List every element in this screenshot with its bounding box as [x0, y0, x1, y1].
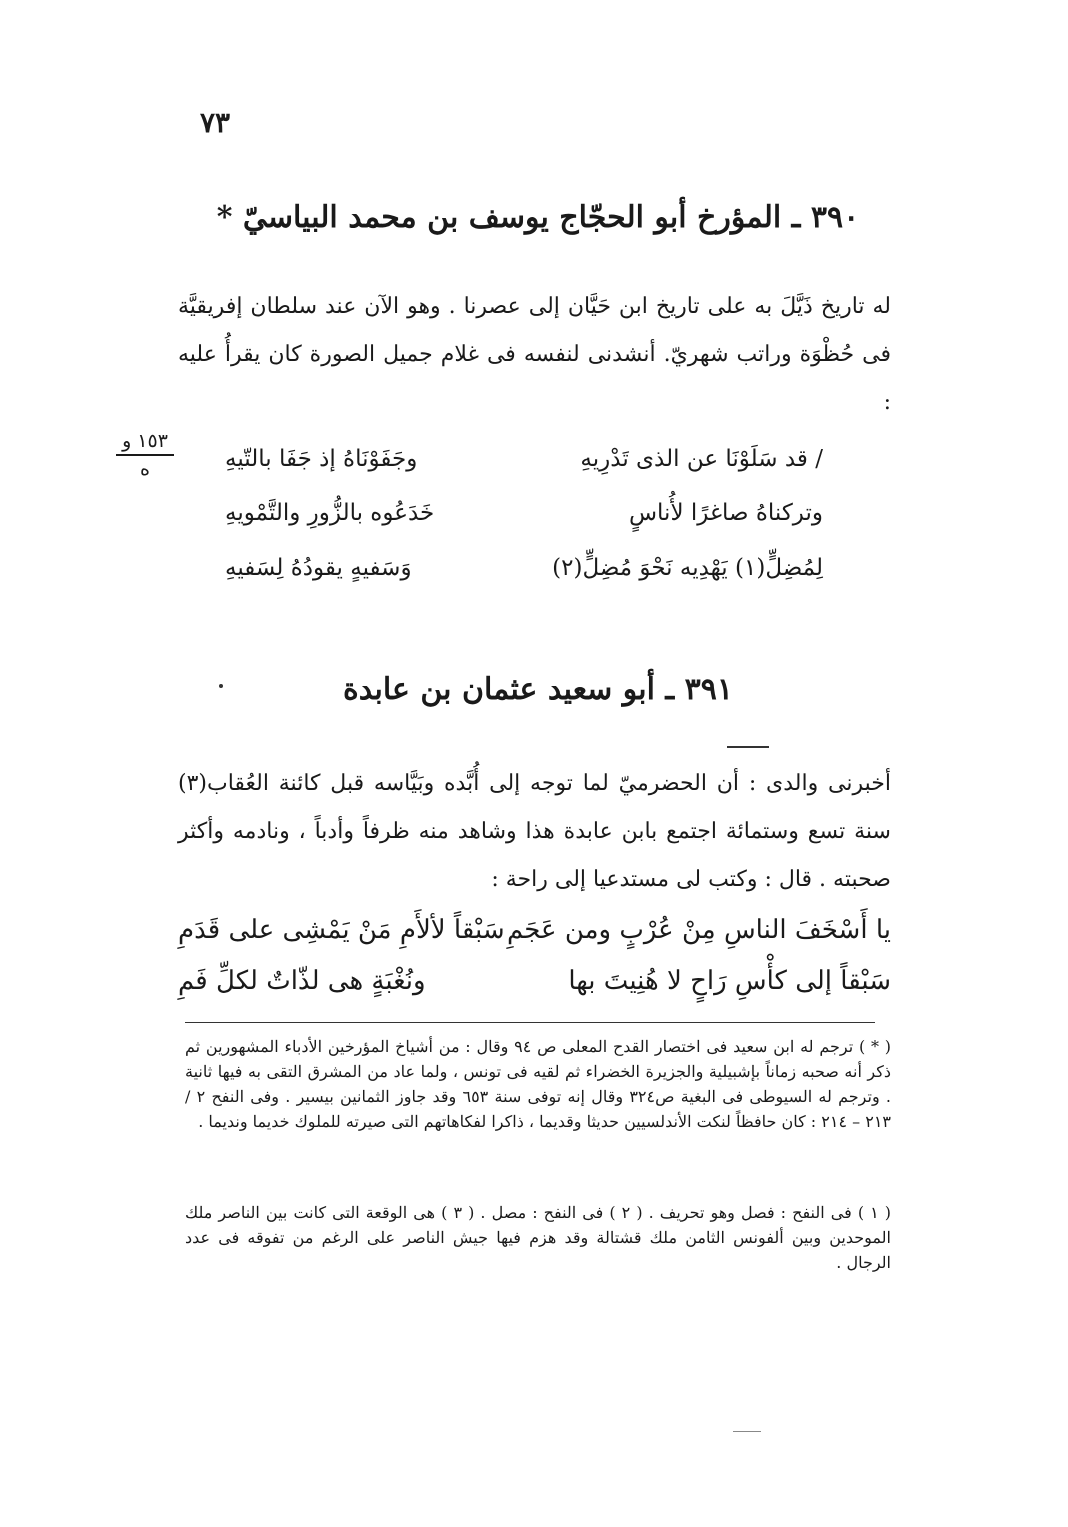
verse-line [178, 966, 891, 1016]
footnote-separator [185, 1022, 875, 1023]
section-rule [727, 746, 769, 748]
verse-hemistich: وَسَفيهٍ يقودُهُ لِسَفيهِ [225, 555, 412, 581]
entry-390-heading: ٣٩٠ ـ المؤرخ أبو الحجّاج يوسف بن محمد البياسيّ * [216, 200, 860, 235]
verse-line [225, 500, 823, 550]
verse-line [178, 915, 891, 965]
verse-hemistich: سَبْقاً لألأَمِ مَنْ يَمْشِى على قَدَمِ [178, 915, 505, 945]
verse-hemistich: لِمُضِلٍّ(١) يَهْدِيه نَحْوَ مُضِلٍّ(٢) [552, 555, 823, 581]
verse-line [225, 555, 823, 605]
verse-hemistich: وجَفَوْنَاهُ إذ جَفَا بالتّيهِ [225, 446, 418, 472]
entry-390-paragraph: له تاريخ ذَيَّلَ به على تاريخ ابن حَيَّان إلى عصرنا . وهو الآن عند سلطان إفريقيَّة فى حُظْوَة وراتب شهريّ. أنشدنى لنفسه فى غلام جميل الصورة كان يقرأُ عليه : [178, 294, 891, 415]
page-number: ٧٣ [200, 106, 231, 139]
manuscript-folio-note [112, 430, 178, 480]
folio-number: ١٥٣ و [122, 430, 168, 452]
verse-hemistich: / قد سَلَوْنَا عن الذى تَدْرِيهِ [580, 446, 823, 472]
entry-391-heading: ٣٩١ ـ أبو سعيد عثمان بن عابدة [343, 672, 733, 707]
verse-hemistich: سَبْقاً إلى كأْسِ رَاحٍ لا هُنِيتَ بها [568, 966, 891, 996]
verse-hemistich: وتركناهُ صاغرًا لأُناسٍ [628, 500, 823, 526]
folio-mark: ه [140, 458, 150, 480]
folio-divider [116, 454, 174, 456]
verse-line [225, 446, 823, 496]
page-bottom-mark [733, 1431, 761, 1432]
verse-hemistich: يا أَسْخَفَ الناسِ مِنْ عُرْبٍ ومن عَجَمِ [506, 915, 891, 945]
entry-391-paragraph: أخبرنى والدى : أن الحضرميّ لما توجه إلى أُبَّده وبَيَّاسه قبل كائنة العُقاب(٣) سنة تسع وستمائة اجتمع بابن عابدة هذا وشاهد منه ظرفاً وأدباً ، ونادمه وأكثر صحبته . قال : وكتب لى مستدعيا إلى راحة : [178, 771, 891, 892]
verse-hemistich: خَدَعُوه بالزُّورِ والتَّمْويهِ [225, 500, 435, 526]
footnote-numbered: ( ١ ) فى النفح : فصل وهو تحريف . ( ٢ ) فى النفح : مصل . ( ٣ ) هى الوقعة التى كانت بين الناصر ملك الموحدين وبين ألفونس الثامن ملك قشتالة وقد هزم فيها جيش الناصر على الرغم من تفوقه فى عدد الرجال . [185, 1203, 892, 1272]
verse-hemistich: ونُغْبَةٍ هى لذّاتٌ لكلِّ فَمِ [178, 966, 426, 996]
footnote-star: ( * ) ترجم له ابن سعيد فى اختصار القدح المعلى ص ٩٤ وقال : من أشياخ المؤرخين الأدباء المشهورين ثم ذكر أنه صحبه زماناً بإشبيلية والجزيرة الخضراء ثم لقيه فى تونس ، ولما عاد من المشرق التقى به فيها ثانية . وترجم له السيوطى فى البغية ص٣٢٤ وقال إنه توفى سنة ٦٥٣ وقد جاوز الثمانين بيسير . وفى النفح ٢ /٢١٣ – ٢١٤ : كان حافظاً لنكت الأندلسيين حديثا وقديما ، ذاكرا لفكاهاتهم التى صيرته للملوك خديما ونديما . [185, 1037, 892, 1131]
